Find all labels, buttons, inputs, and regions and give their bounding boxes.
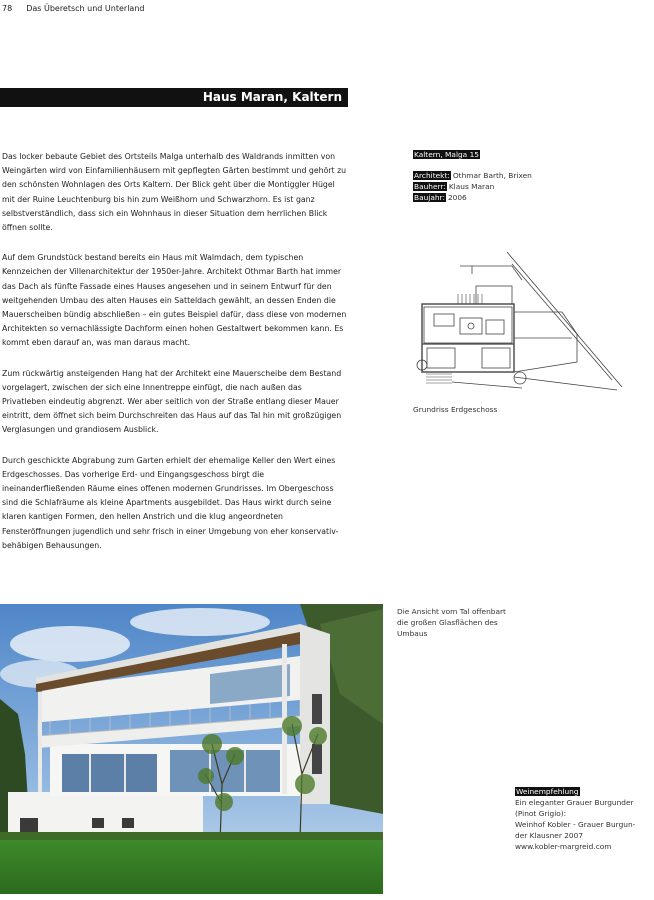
year-label: Baujahr: [414,193,445,202]
info-architect [413,171,532,181]
paragraph-4: Durch geschickte Abgrabung zum Garten erhielt der ehemalige Keller den Wert eines Erdgeschosses. Das vorherige Erd- und Eingangsgeschoss birgt die ineinanderfließenden Räume eines offenen modernen Grundrisses. Im Obergeschoss sind die Schlafräume als kleine Apartments ausgebildet. Das Haus wirkt durch seine klaren kantigen Formen, den hellen Anstrich und die klug angeordneten Fensteröffnungen jugendlich und sehr frisch in einer Umgebung von eher konservativ-behäbigen Behausungen. [2,455,339,550]
floorplan-caption: Grundriss Erdgeschoss [413,405,498,414]
paragraph-2: Auf dem Grundstück bestand bereits ein Haus mit Walmdach, dem typischen Kennzeichen der Villenarchitektur der 1950er-Jahre. Architekt Othmar Barth hat immer das Dach als fünfte Fassade eines Hauses angesehen und in seinem Entwurf für den weitgehenden Umbau des alten Hauses ein Satteldach gewählt, an dessen Enden die Mauerscheiben bündig abschließen – ein gutes Beispiel dafür, dass diese von modernen Architekten so vernachlässigte Dachform einen hohen Gestaltwert bekommen kann. Es kommt eben darauf an, was man daraus macht. [2,253,347,348]
running-header [2,4,144,13]
architect-label: Architekt: [414,171,450,180]
title-bar [0,88,348,107]
paragraph-1: Das locker bebaute Gebiet des Ortsteils Malga unterhalb des Waldrands inmitten von Weingärten wird von Einfamilienhäusern mit gepflegten Gärten bestimmt und gehört zu den schönsten Wohnlagen des Orts Kaltern. Der Blick geht über die Montiggler Hügel mit der Ruine Leuchtenburg bis hin zum Weißhorn und Schwarzhorn. Es ist ganz selbstverständlich, dass sich ein Wohnhaus in dieser Situation dem herrlichen Blick öffnen sollte. [2,152,347,233]
article-body [2,150,347,569]
year-value: 2006 [447,193,467,202]
wine-line-3: Weinhof Kobler - Grauer Burgun- [515,820,636,829]
wine-line-2: (Pinot Grigio): [515,809,567,818]
info-year [413,193,467,203]
location-label: Kaltern, Malga 15 [414,150,479,159]
client-label: Bauherr: [414,182,446,191]
paragraph-3: Zum rückwärtig ansteigenden Hang hat der Architekt eine Mauerscheibe dem Bestand vorgelagert, zwischen der sich eine Innentreppe einfügt, die nach außen das Privatleben eindeutig abgrenzt. Wer aber seitlich von der Straße entlang dieser Mauer eintritt, dem öffnet sich beim Durchschreiten das Haus auf das Tal hin mit großzügigen Verglasungen und grandiosem Ausblick. [2,368,342,435]
info-location [413,150,482,160]
wine-line-1: Ein eleganter Grauer Burgunder [515,798,634,807]
photo-caption: Die Ansicht vom Tal offenbart die großen Glasflächen des Umbaus [397,607,506,638]
architect-value: Othmar Barth, Brixen [452,171,532,180]
client-value: Klaus Maran [448,182,495,191]
wine-line-4: der Klausner 2007 [515,831,584,840]
wine-heading: Weinempfehlung [516,787,579,796]
house-photo [0,604,383,894]
page-number: 78 [2,4,13,13]
wine-link[interactable]: www.kobler-margreid.com [515,842,612,851]
floorplan-drawing [412,252,627,397]
section-title: Das Überetsch und Unterland [26,4,145,13]
wine-box [515,786,650,852]
article-title: Haus Maran, Kaltern [202,90,342,104]
info-client [413,182,494,192]
